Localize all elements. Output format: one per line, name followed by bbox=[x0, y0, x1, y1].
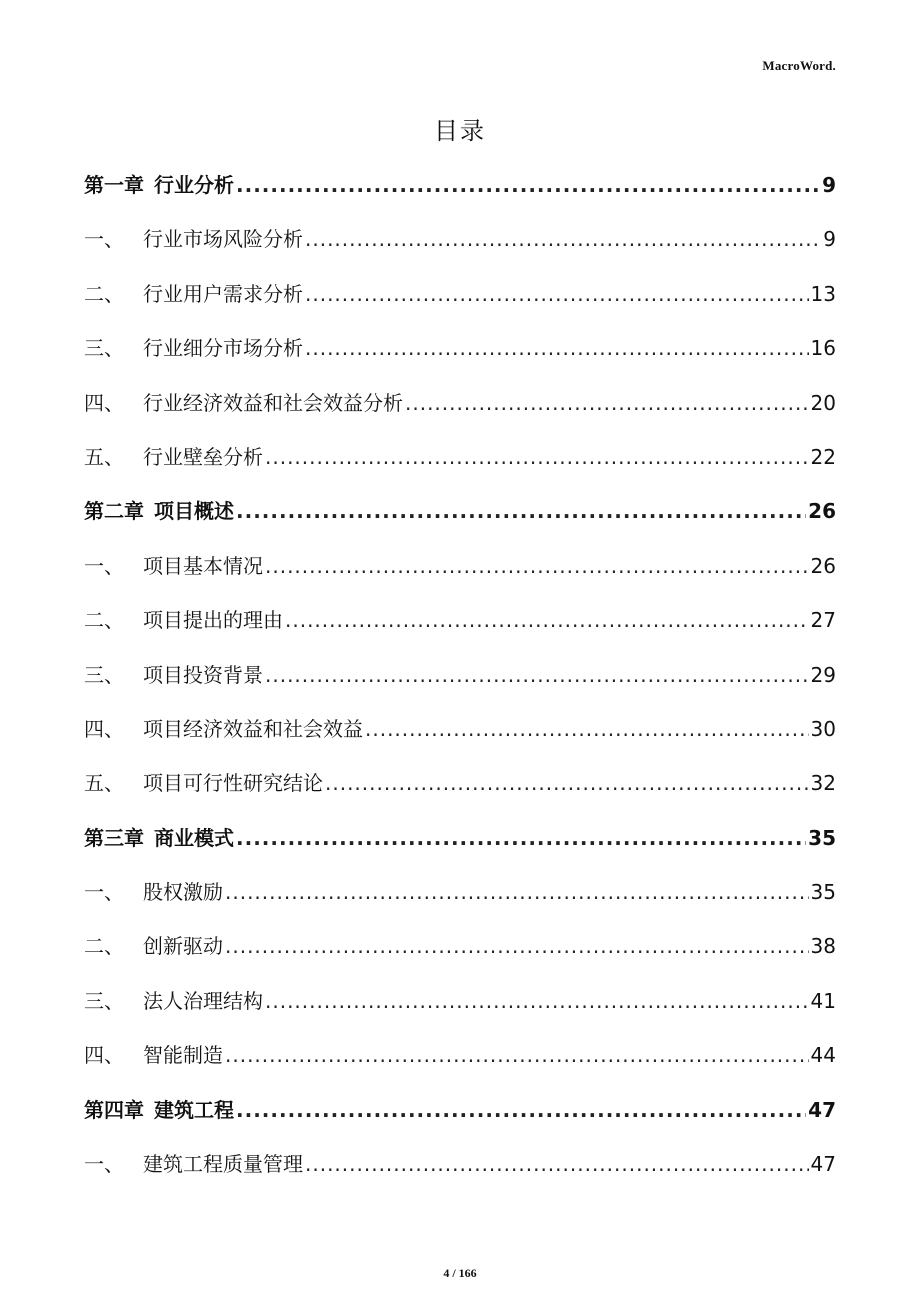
dot-leader bbox=[236, 1083, 806, 1137]
toc-entry-number: 第四章 bbox=[84, 1097, 144, 1122]
toc-entry-label bbox=[84, 484, 234, 538]
dot-leader bbox=[305, 267, 809, 321]
dot-leader bbox=[236, 811, 806, 865]
toc-section-entry[interactable] bbox=[84, 974, 836, 1028]
toc-entry-number: 一、 bbox=[84, 553, 124, 578]
toc-section-entry[interactable] bbox=[84, 267, 836, 321]
toc-entry-title: 行业分析 bbox=[154, 173, 234, 197]
toc-entry-label bbox=[84, 539, 263, 593]
dot-leader bbox=[305, 321, 809, 375]
toc-entry-title: 法人治理结构 bbox=[143, 988, 263, 1013]
toc-entry-label bbox=[84, 865, 223, 919]
toc-chapter-entry[interactable] bbox=[84, 811, 836, 865]
toc-section-entry[interactable] bbox=[84, 321, 836, 375]
toc-entry-title: 股权激励 bbox=[143, 880, 223, 905]
toc-entry-page-number: 41 bbox=[810, 988, 836, 1013]
toc-entry-number: 三、 bbox=[84, 988, 124, 1013]
table-of-contents bbox=[84, 158, 836, 1191]
toc-entry-number: 二、 bbox=[84, 608, 124, 633]
toc-section-entry[interactable] bbox=[84, 1137, 836, 1191]
toc-section-entry[interactable] bbox=[84, 212, 836, 266]
toc-entry-page-number: 9 bbox=[822, 173, 836, 197]
toc-entry-title: 行业用户需求分析 bbox=[143, 281, 303, 306]
toc-entry-number: 四、 bbox=[84, 390, 124, 415]
toc-entry-label bbox=[84, 376, 403, 430]
toc-entry-title: 项目基本情况 bbox=[143, 553, 263, 578]
toc-chapter-entry[interactable] bbox=[84, 158, 836, 212]
toc-section-entry[interactable] bbox=[84, 539, 836, 593]
toc-entry-label bbox=[84, 811, 234, 865]
dot-leader bbox=[236, 158, 820, 212]
toc-entry-page-number: 32 bbox=[810, 771, 836, 796]
toc-entry-page-number: 26 bbox=[810, 553, 836, 578]
toc-entry-page-number: 35 bbox=[808, 825, 836, 850]
toc-entry-label bbox=[84, 1137, 303, 1191]
dot-leader bbox=[305, 212, 821, 266]
dot-leader bbox=[225, 1028, 809, 1082]
toc-entry-number: 五、 bbox=[84, 444, 124, 469]
toc-entry-title: 项目提出的理由 bbox=[143, 608, 283, 633]
toc-entry-title: 智能制造 bbox=[143, 1043, 223, 1068]
toc-entry-label bbox=[84, 1083, 234, 1137]
toc-entry-page-number: 13 bbox=[810, 281, 836, 306]
toc-section-entry[interactable] bbox=[84, 865, 836, 919]
toc-entry-page-number: 9 bbox=[823, 227, 836, 252]
toc-entry-number: 三、 bbox=[84, 336, 124, 361]
page-number: 4 / 166 bbox=[443, 1266, 477, 1280]
toc-entry-label bbox=[84, 702, 363, 756]
toc-entry-label bbox=[84, 1028, 223, 1082]
toc-entry-number: 一、 bbox=[84, 1152, 124, 1177]
toc-entry-page-number: 47 bbox=[808, 1097, 836, 1122]
toc-entry-page-number: 44 bbox=[810, 1043, 836, 1068]
dot-leader bbox=[285, 593, 809, 647]
dot-leader bbox=[325, 756, 809, 810]
toc-entry-number: 三、 bbox=[84, 662, 124, 687]
toc-entry-label bbox=[84, 158, 234, 212]
toc-entry-title: 行业市场风险分析 bbox=[143, 227, 303, 252]
toc-chapter-entry[interactable] bbox=[84, 484, 836, 538]
dot-leader bbox=[265, 974, 809, 1028]
toc-entry-page-number: 16 bbox=[810, 336, 836, 361]
toc-entry-page-number: 47 bbox=[810, 1152, 836, 1177]
toc-entry-number: 第三章 bbox=[84, 825, 144, 850]
toc-entry-title: 项目可行性研究结论 bbox=[143, 771, 323, 796]
dot-leader bbox=[236, 484, 806, 538]
toc-entry-label bbox=[84, 321, 303, 375]
toc-section-entry[interactable] bbox=[84, 593, 836, 647]
toc-entry-page-number: 26 bbox=[808, 499, 836, 524]
toc-entry-page-number: 27 bbox=[810, 608, 836, 633]
toc-entry-label bbox=[84, 919, 223, 973]
toc-entry-number: 二、 bbox=[84, 281, 124, 306]
toc-entry-number: 第二章 bbox=[84, 499, 144, 524]
toc-entry-page-number: 35 bbox=[810, 880, 836, 905]
dot-leader bbox=[225, 865, 809, 919]
toc-entry-title: 商业模式 bbox=[154, 825, 234, 850]
toc-entry-title: 项目概述 bbox=[154, 499, 234, 524]
dot-leader bbox=[225, 919, 809, 973]
toc-entry-number: 五、 bbox=[84, 771, 124, 796]
toc-entry-number: 一、 bbox=[84, 880, 124, 905]
toc-entry-number: 二、 bbox=[84, 934, 124, 959]
toc-section-entry[interactable] bbox=[84, 919, 836, 973]
toc-title: 目录 bbox=[434, 117, 486, 145]
dot-leader bbox=[265, 539, 809, 593]
toc-entry-title: 行业经济效益和社会效益分析 bbox=[143, 390, 403, 415]
toc-chapter-entry[interactable] bbox=[84, 1083, 836, 1137]
toc-entry-title: 建筑工程 bbox=[154, 1097, 234, 1122]
toc-entry-label bbox=[84, 430, 263, 484]
toc-entry-label bbox=[84, 212, 303, 266]
toc-section-entry[interactable] bbox=[84, 430, 836, 484]
dot-leader bbox=[305, 1137, 809, 1191]
toc-entry-title: 建筑工程质量管理 bbox=[143, 1152, 303, 1177]
toc-entry-label bbox=[84, 267, 303, 321]
toc-section-entry[interactable] bbox=[84, 756, 836, 810]
toc-entry-page-number: 38 bbox=[810, 934, 836, 959]
toc-entry-title: 行业细分市场分析 bbox=[143, 336, 303, 361]
dot-leader bbox=[265, 430, 809, 484]
toc-entry-page-number: 29 bbox=[810, 662, 836, 687]
toc-entry-page-number: 30 bbox=[810, 716, 836, 741]
toc-entry-label bbox=[84, 974, 263, 1028]
toc-entry-label bbox=[84, 593, 283, 647]
toc-section-entry[interactable] bbox=[84, 376, 836, 430]
dot-leader bbox=[265, 648, 809, 702]
toc-entry-page-number: 20 bbox=[810, 390, 836, 415]
dot-leader bbox=[405, 376, 809, 430]
toc-section-entry[interactable] bbox=[84, 1028, 836, 1082]
toc-entry-number: 一、 bbox=[84, 227, 124, 252]
toc-entry-title: 项目经济效益和社会效益 bbox=[143, 716, 363, 741]
toc-entry-label bbox=[84, 756, 323, 810]
toc-section-entry[interactable] bbox=[84, 648, 836, 702]
toc-entry-title: 行业壁垒分析 bbox=[143, 444, 263, 469]
toc-entry-number: 第一章 bbox=[84, 173, 144, 197]
toc-entry-title: 创新驱动 bbox=[143, 934, 223, 959]
toc-entry-title: 项目投资背景 bbox=[143, 662, 263, 687]
toc-section-entry[interactable] bbox=[84, 702, 836, 756]
document-brand: MacroWord. bbox=[762, 58, 836, 73]
toc-entry-page-number: 22 bbox=[810, 444, 836, 469]
toc-entry-number: 四、 bbox=[84, 716, 124, 741]
toc-entry-label bbox=[84, 648, 263, 702]
toc-entry-number: 四、 bbox=[84, 1043, 124, 1068]
dot-leader bbox=[365, 702, 809, 756]
